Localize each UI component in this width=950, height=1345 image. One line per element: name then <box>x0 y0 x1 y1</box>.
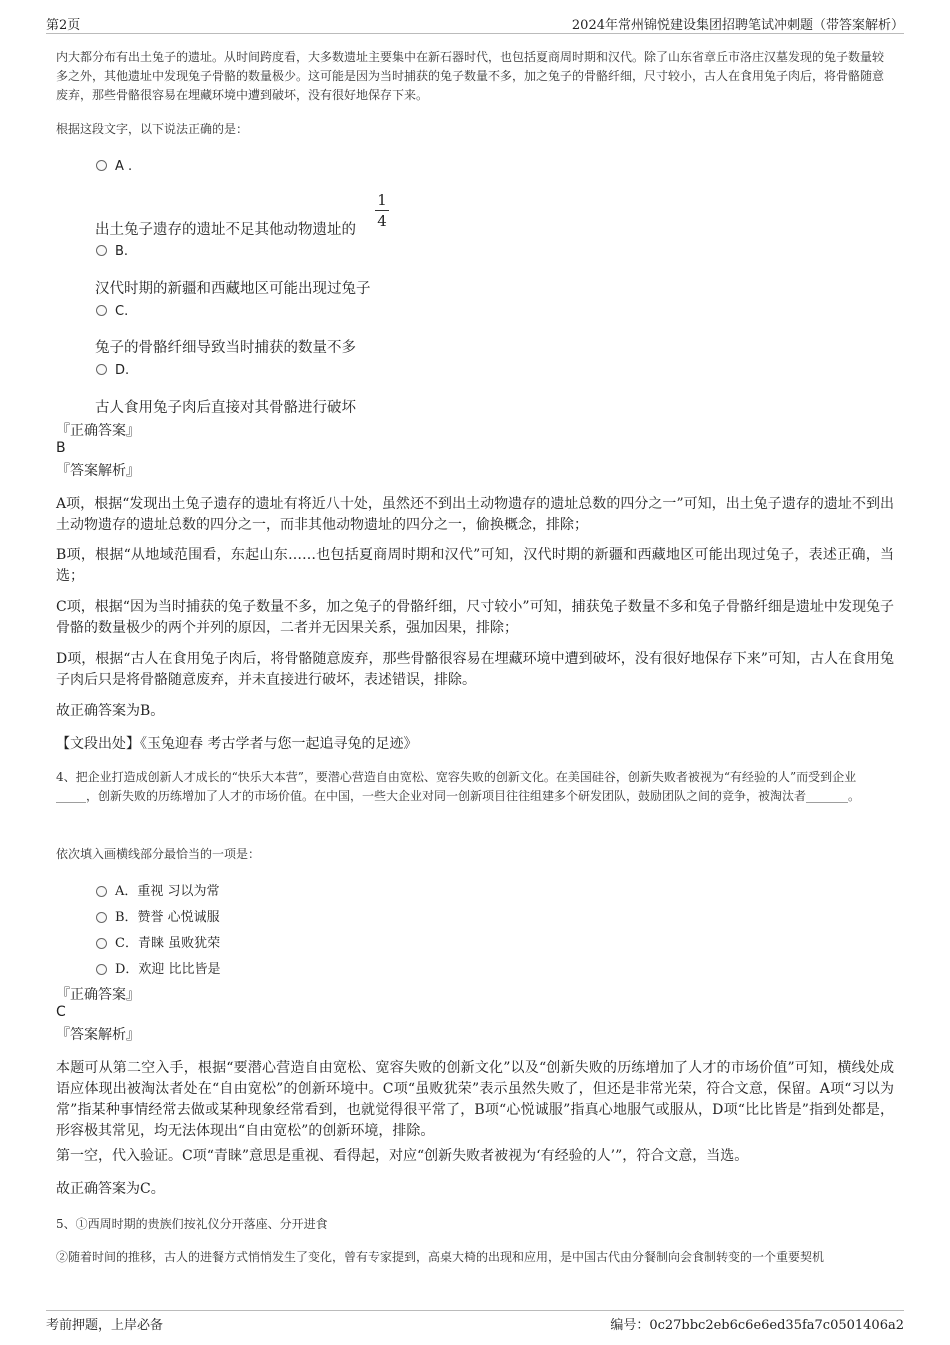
q3-option-a-text: 出土兔子遗存的遗址不足其他动物遗址的 <box>95 222 356 238</box>
q4-prompt: 依次填入画横线部分最恰当的一项是： <box>56 847 261 861</box>
q3-analysis-a: A项，根据“发现出土兔子遗存的遗址有将近八十处，虽然还不到出土动物遗存的遗址总数的四分之一”可知，出土兔子遗存的遗址不到出土动物遗存的遗址总数的四分之一，而非其他动物遗址的四分之一，偷换概念，排除； <box>56 496 894 533</box>
q3-conclusion: 故正确答案为B。 <box>56 703 165 719</box>
radio-icon[interactable] <box>96 305 107 316</box>
option-letter: B. <box>115 244 129 259</box>
q4-analysis-label: 『答案解析』 <box>56 1027 140 1043</box>
q3-analysis-label: 『答案解析』 <box>56 463 140 479</box>
radio-icon[interactable] <box>96 912 107 923</box>
q5-line-1: 5、①西周时期的贵族们按礼仪分开落座、分开进食 <box>56 1217 328 1231</box>
q3-passage: 内大都分布有出土兔子的遗址。从时间跨度看，大多数遗址主要集中在新石器时代，也包括夏商周时期和汉代。除了山东省章丘市洛庄汉墓发现的兔子数量较多之外，其他遗址中发现兔子骨骼的数量极少。这可能是因为当时捕获的兔子数量不多，加之兔子的骨骼纤细，尺寸较小，古人在食用兔子肉后，将骨骼随意废弃，那些骨骼很容易在埋藏环境中遭到破坏，没有很好地保存下来。 <box>56 50 885 102</box>
q3-analysis-b: B项，根据“从地域范围看，东起山东……也包括夏商周时期和汉代”可知，汉代时期的新疆和西藏地区可能出现过兔子，表述正确，当选； <box>56 547 894 584</box>
option-letter: D. <box>115 363 130 378</box>
option-letter: C. <box>115 304 129 319</box>
page-number: 第2页 <box>46 18 81 33</box>
q4-stem: 4、把企业打造成创新人才成长的“快乐大本营”，要潜心营造自由宽松、宽容失败的创新文化。在美国硅谷，创新失败者被视为“有经验的人”而受到企业_____，创新失败的历练增加了人才的市场价值。在中国，一些大企业对同一创新项目往往组建多个研发团队，鼓励团队之间的竞争，被淘汰者_______。 <box>56 770 861 803</box>
q4-option-c[interactable] <box>96 932 220 951</box>
q3-prompt: 根据这段文字，以下说法正确的是： <box>56 122 249 136</box>
fraction-denominator: 4 <box>377 212 387 230</box>
radio-icon[interactable] <box>96 364 107 375</box>
q4-analysis-main: 本题可从第二空入手，根据“要潜心营造自由宽松、宽容失败的创新文化”以及“创新失败的历练增加了人才的市场价值”可知，横线处成语应体现出被淘汰者处在“自由宽松”的创新环境中。C项“虽败犹荣”表示虽然失败了，但还是非常光荣，符合文意，保留。A项“习以为常”指某种事情经常去做或某种现象经常看到，也就觉得很平常了，B项“心悦诚服”指真心地服气或服从，D项“比比皆是”指到处都是，形容极其常见，均无法体现出“自由宽松”的创新环境，排除。 <box>56 1060 894 1139</box>
fraction-numerator: 1 <box>377 191 387 209</box>
q4-answer-label: 『正确答案』 <box>56 987 140 1003</box>
q3-analysis-c: C项，根据“因为当时捕获的兔子数量不多，加之兔子的骨骼纤细，尺寸较小”可知，捕获兔子数量不多和兔子骨骼纤细是遗址中发现兔子骨骼的数量极少的两个并列的原因，二者并无因果关系，强加因果，排除； <box>56 599 894 636</box>
q5-line-2: ②随着时间的推移，古人的进餐方式悄悄发生了变化，曾有专家提到，高桌大椅的出现和应用，是中国古代由分餐制向会食制转变的一个重要契机 <box>56 1250 825 1264</box>
q3-option-a[interactable] <box>96 155 132 174</box>
option-letter: A . <box>115 159 133 174</box>
q4-option-d[interactable] <box>96 958 221 977</box>
radio-icon[interactable] <box>96 245 107 256</box>
q3-option-b-text: 汉代时期的新疆和西藏地区可能出现过兔子 <box>95 281 371 297</box>
q4-conclusion: 故正确答案为C。 <box>56 1181 165 1197</box>
option-label: A．重视 习以为常 <box>115 884 220 899</box>
q3-analysis-d: D项，根据“古人在食用兔子肉后，将骨骼随意废弃，那些骨骼很容易在埋藏环境中遭到破坏，没有很好地保存下来”可知，古人在食用兔子肉后只是将骨骼随意废弃，并未直接进行破坏，表述错误，排除。 <box>56 651 894 688</box>
radio-icon[interactable] <box>96 886 107 897</box>
radio-icon[interactable] <box>96 964 107 975</box>
radio-icon[interactable] <box>96 938 107 949</box>
q3-source: 【文段出处】《玉兔迎春 考古学者与您一起追寻兔的足迹》 <box>56 736 418 752</box>
q4-answer: C <box>56 1004 66 1020</box>
option-label: D．欢迎 比比皆是 <box>115 962 221 977</box>
option-label: C．青睐 虽败犹荣 <box>115 936 221 951</box>
q3-answer: B <box>56 440 66 456</box>
q3-option-c[interactable] <box>96 300 128 319</box>
q3-option-b[interactable] <box>96 240 128 259</box>
q4-analysis-first-blank: 第一空，代入验证。C项“青睐”意思是重视、看得起，对应“创新失败者被视为‘有经验的人’”，符合文意，当选。 <box>56 1148 749 1164</box>
q3-option-c-text: 兔子的骨骼纤细导致当时捕获的数量不多 <box>95 340 356 356</box>
q3-option-d-text: 古人食用兔子肉后直接对其骨骼进行破坏 <box>95 400 356 416</box>
option-label: B．赞誉 心悦诚服 <box>115 910 220 925</box>
footer-slogan: 考前押题，上岸必备 <box>46 1318 164 1333</box>
q4-option-b[interactable] <box>96 906 220 925</box>
q4-option-a[interactable] <box>96 880 220 899</box>
q3-answer-label: 『正确答案』 <box>56 423 140 439</box>
q3-option-d[interactable] <box>96 359 129 378</box>
footer-doc-id: 编号：0c27bbc2eb6c6e6ed35fa7c0501406a2 <box>610 1318 904 1333</box>
header-divider <box>46 33 904 34</box>
radio-icon[interactable] <box>96 160 107 171</box>
fraction-one-quarter <box>375 191 389 230</box>
document-title: 2024年常州锦悦建设集团招聘笔试冲刺题（带答案解析） <box>571 18 904 33</box>
footer-divider <box>46 1310 904 1311</box>
fraction-bar <box>375 210 389 211</box>
